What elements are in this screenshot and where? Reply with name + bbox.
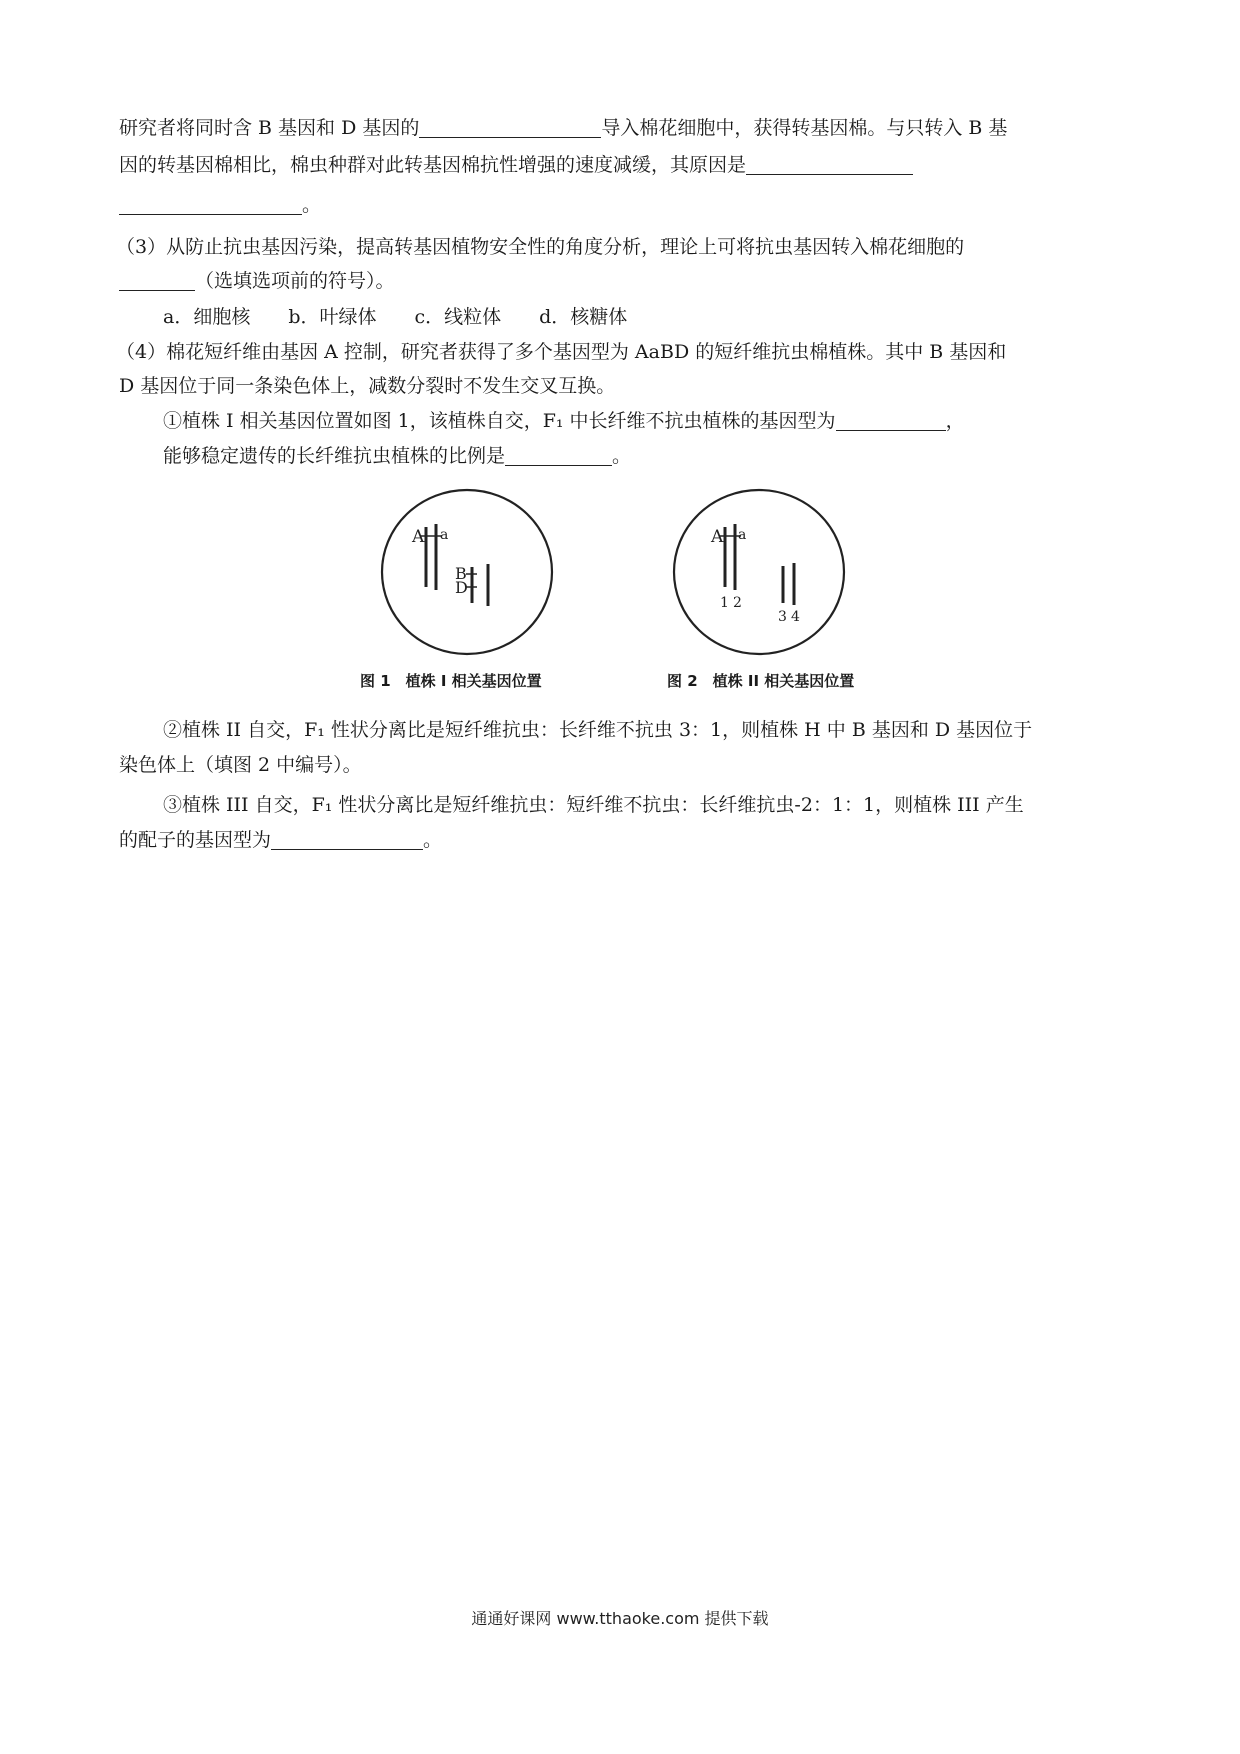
question-4-sub1 bbox=[163, 408, 965, 434]
text: ， bbox=[945, 410, 965, 432]
figure-2-caption: 图 2 植株 II 相关基因位置 bbox=[667, 672, 855, 690]
chromosome-number-3: 3 bbox=[778, 609, 787, 625]
text: 。 bbox=[302, 194, 322, 216]
cell-circle bbox=[382, 490, 552, 654]
answer-blank[interactable] bbox=[836, 410, 946, 431]
paragraph-line bbox=[119, 115, 1007, 141]
text: 研究者将同时含 B 基因和 D 基因的 bbox=[119, 117, 420, 139]
text: 的配子的基因型为 bbox=[119, 829, 272, 851]
text: 能够稳定遗传的长纤维抗虫植株的比例是 bbox=[163, 445, 506, 467]
paragraph-line bbox=[119, 152, 913, 178]
question-4-line bbox=[119, 373, 615, 399]
text: ②植株 II 自交，F₁ 性状分离比是短纤维抗虫：长纤维不抗虫 3：1，则植株 H 中 B 基因和 D 基因位于 bbox=[163, 719, 1033, 741]
gene-label-A: A bbox=[711, 527, 724, 547]
answer-blank[interactable] bbox=[419, 117, 601, 138]
page-footer: 通通好课网 www.tthaoke.com 提供下载 bbox=[471, 1609, 769, 1628]
cell-circle bbox=[674, 490, 844, 654]
options-text: a．细胞核 b．叶绿体 c．线粒体 d．核糖体 bbox=[163, 306, 628, 328]
answer-blank[interactable] bbox=[119, 194, 302, 215]
question-4-line bbox=[116, 339, 1006, 365]
answer-blank[interactable] bbox=[271, 829, 423, 850]
answer-blank[interactable] bbox=[746, 154, 913, 175]
text: 因的转基因棉相比，棉虫种群对此转基因棉抗性增强的速度减缓，其原因是 bbox=[119, 154, 747, 176]
text: （选填选项前的符号）。 bbox=[195, 270, 395, 292]
chromosome-number-4: 4 bbox=[791, 609, 800, 625]
gene-label-B: B bbox=[455, 564, 467, 583]
answer-blank[interactable] bbox=[119, 270, 195, 291]
figure-2 bbox=[672, 487, 862, 687]
question-4-sub3 bbox=[119, 827, 442, 853]
gene-label-a: a bbox=[440, 527, 449, 543]
text: （3）从防止抗虫基因污染，提高转基因植物安全性的角度分析，理论上可将抗虫基因转入棉花细胞的 bbox=[116, 236, 965, 258]
gene-label-a: a bbox=[738, 527, 747, 543]
figure-1-caption: 图 1 植株 I 相关基因位置 bbox=[360, 672, 542, 690]
text: ③植株 III 自交，F₁ 性状分离比是短纤维抗虫：短纤维不抗虫：长纤维抗虫-2：1：1，则植株 III 产生 bbox=[163, 794, 1024, 816]
chromosome-number-2: 2 bbox=[733, 595, 742, 611]
text: 染色体上（填图 2 中编号）。 bbox=[119, 754, 362, 776]
figure-1 bbox=[380, 487, 570, 687]
text: ①植株 I 相关基因位置如图 1，该植株自交，F₁ 中长纤维不抗虫植株的基因型为 bbox=[163, 410, 836, 432]
text: 。 bbox=[612, 445, 632, 467]
text: 导入棉花细胞中，获得转基因棉。与只转入 B 基 bbox=[601, 117, 1008, 139]
gene-label-D: D bbox=[455, 578, 468, 597]
question-3-line bbox=[116, 234, 964, 260]
text: 。 bbox=[423, 829, 443, 851]
question-4-sub1 bbox=[163, 443, 631, 469]
question-3-options bbox=[163, 304, 627, 330]
question-4-sub2 bbox=[119, 752, 362, 778]
text: （4）棉花短纤维由基因 A 控制，研究者获得了多个基因型为 AaBD 的短纤维抗虫棉植株。其中 B 基因和 bbox=[116, 341, 1007, 363]
answer-blank[interactable] bbox=[505, 445, 612, 466]
paragraph-line bbox=[119, 192, 321, 218]
gene-label-A: A bbox=[412, 527, 425, 547]
chromosome-number-1: 1 bbox=[720, 595, 729, 611]
text: D 基因位于同一条染色体上，减数分裂时不发生交叉互换。 bbox=[119, 375, 616, 397]
question-4-sub2 bbox=[163, 717, 1032, 743]
question-3-line bbox=[119, 268, 395, 294]
question-4-sub3 bbox=[163, 792, 1024, 818]
